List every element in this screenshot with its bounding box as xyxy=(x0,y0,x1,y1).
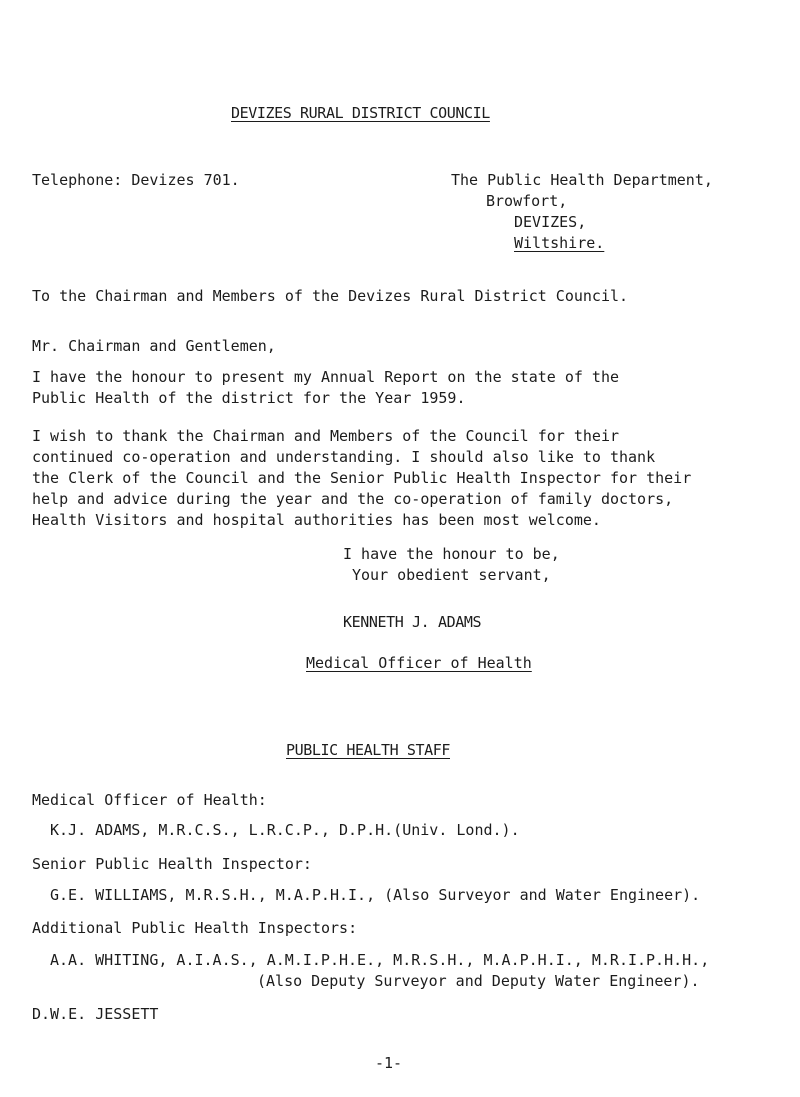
address-line-1: The Public Health Department, xyxy=(451,171,713,189)
aphi-name-2: D.W.E. JESSETT xyxy=(32,1005,159,1023)
moh-name: K.J. ADAMS, M.R.C.S., L.R.C.P., D.P.H.(Univ. Lond.). xyxy=(50,821,520,839)
aphi-name-1-continued: (Also Deputy Surveyor and Deputy Water Engineer). xyxy=(257,972,700,990)
aphi-label: Additional Public Health Inspectors: xyxy=(32,919,358,937)
paragraph-1-line: Public Health of the district for the Year 1959. xyxy=(32,389,466,407)
address-line-3: DEVIZES, xyxy=(514,213,587,231)
department-address xyxy=(451,170,713,254)
telephone-line: Telephone: Devizes 701. xyxy=(32,171,240,189)
paragraph-1-line: I have the honour to present my Annual Report on the state of the xyxy=(32,368,619,386)
page-number: -1- xyxy=(375,1054,403,1072)
closing-line-1: I have the honour to be, xyxy=(343,545,560,563)
sphi-label: Senior Public Health Inspector: xyxy=(32,855,312,873)
council-heading: DEVIZES RURAL DISTRICT COUNCIL xyxy=(231,104,490,122)
sphi-name: G.E. WILLIAMS, M.R.S.H., M.A.P.H.I., (Also Surveyor and Water Engineer). xyxy=(50,886,701,904)
closing-block xyxy=(343,544,560,586)
aphi-name-1: A.A. WHITING, A.I.A.S., A.M.I.P.H.E., M.R.S.H., M.A.P.H.I., M.R.I.P.H.H., xyxy=(50,951,710,969)
paragraph-1 xyxy=(32,367,772,409)
paragraph-2 xyxy=(32,426,772,531)
paragraph-2-line: continued co-operation and understanding. I should also like to thank xyxy=(32,448,656,466)
salutation: Mr. Chairman and Gentlemen, xyxy=(32,337,276,355)
address-line-2: Browfort, xyxy=(486,192,568,210)
paragraph-2-line: the Clerk of the Council and the Senior Public Health Inspector for their xyxy=(32,469,692,487)
signature-title: Medical Officer of Health xyxy=(306,654,532,672)
paragraph-2-line: Health Visitors and hospital authorities has been most welcome. xyxy=(32,511,601,529)
staff-heading: PUBLIC HEALTH STAFF xyxy=(286,741,450,759)
paragraph-2-line: help and advice during the year and the co-operation of family doctors, xyxy=(32,490,674,508)
address-line-4: Wiltshire. xyxy=(514,234,605,252)
addressee-line: To the Chairman and Members of the Devizes Rural District Council. xyxy=(32,287,629,305)
closing-line-2: Your obedient servant, xyxy=(352,566,551,584)
paragraph-2-line: I wish to thank the Chairman and Members of the Council for their xyxy=(32,427,619,445)
moh-label: Medical Officer of Health: xyxy=(32,791,267,809)
signature-name: KENNETH J. ADAMS xyxy=(343,613,482,631)
